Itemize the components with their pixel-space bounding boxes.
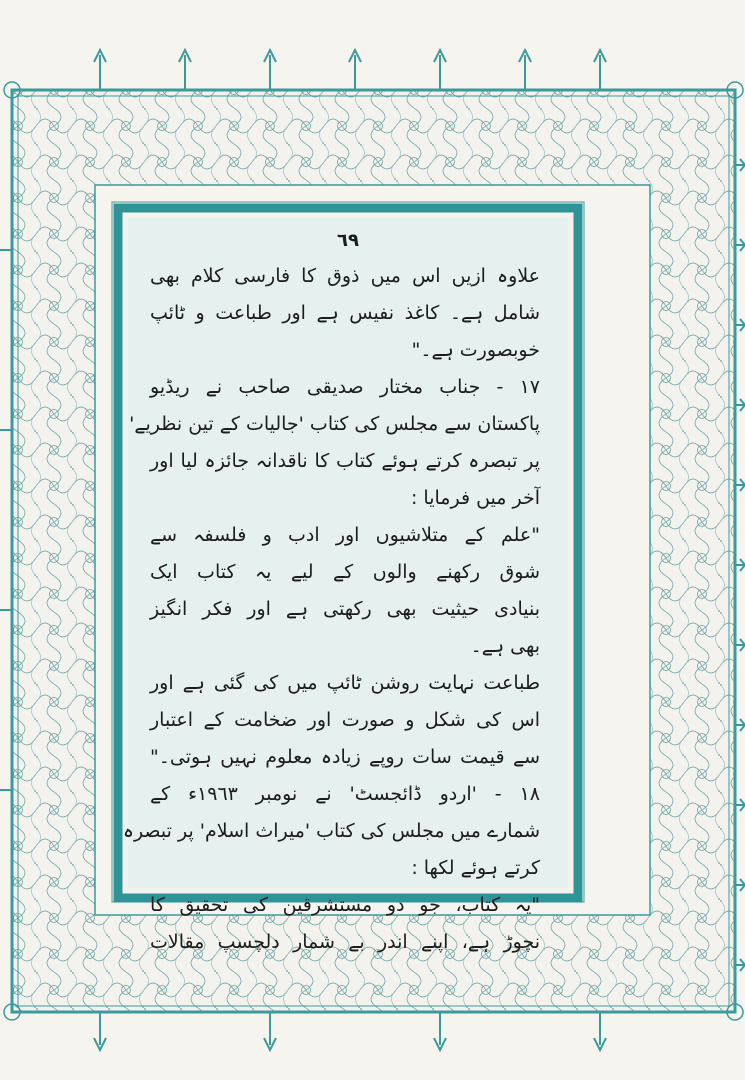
text-line: پر تبصرہ کرتے ہوئے کتاب کا ناقدانہ جائزہ لیا اور [150,450,540,472]
body-text [122,258,540,961]
text-line: نچوڑ ہے، اپنے اندر بے شمار دلچسپ مقالات [150,931,540,953]
text-line: اس کی شکل و صورت اور ضخامت کے اعتبار [150,709,540,731]
text-line: خوبصورت ہے۔" [411,339,540,361]
bottom-finials [94,1012,606,1050]
text-panel [122,218,568,953]
text-line: بنیادی حیثیت بھی رکھتی ہے اور فکر انگیز [150,598,540,620]
text-line: آخر میں فرمایا : [410,487,540,509]
text-line: شامل ہے۔ کاغذ نفیس ہے اور طباعت و ٹائپ [150,302,540,324]
text-line: طباعت نہایت روشن ٹائپ میں کی گئی ہے اور [150,672,540,694]
text-line: ١٨ - 'اردو ڈائجسٹ' نے نومبر ١٩٦٣ء کے [150,783,540,805]
left-finials [0,250,12,790]
text-line: "یہ کتاب، جو دو مستشرقین کی تحقیق کا [150,894,540,916]
text-line: پاکستان سے مجلس کی کتاب 'جالیات کے تین نظریے' [129,413,540,435]
text-line: سے قیمت سات روپے زیادہ معلوم نہیں ہوتی۔" [150,746,540,768]
text-line: بھی ہے۔ [470,635,540,657]
text-line: "علم کے متلاشیوں اور ادب و فلسفہ سے [150,524,540,546]
text-line: علاوہ ازیں اس میں ذوق کا فارسی کلام بھی [150,265,540,287]
text-line: کرتے ہوئے لکھا : [411,857,540,879]
top-finials [94,50,606,90]
text-line: ١٧ - جناب مختار صدیقی صاحب نے ریڈیو [150,376,540,398]
text-line: شمارے میں مجلس کی کتاب 'میراث اسلام' پر تبصرہ [122,820,540,842]
text-line: شوق رکھنے والوں کے لیے یہ کتاب ایک [150,561,540,583]
page-number: ٦٩ [337,230,359,251]
